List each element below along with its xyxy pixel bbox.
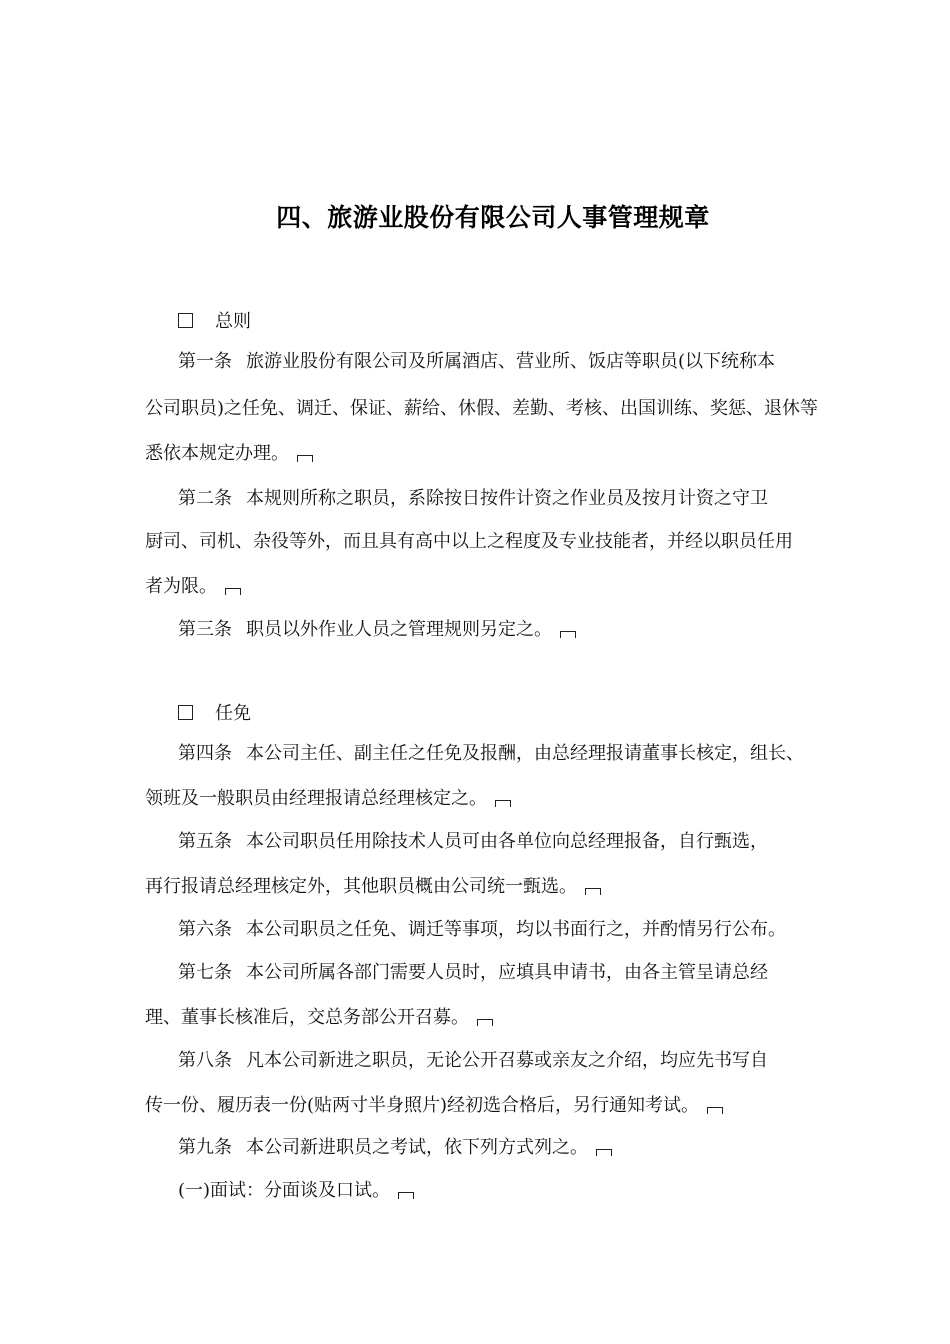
article-1-line-3 [145, 441, 313, 467]
paragraph-mark-icon [225, 588, 241, 595]
article-5-line-2 [145, 874, 601, 900]
article-text: 理、董事长核准后，交总务部公开召募。 [145, 1007, 469, 1028]
article-1-line-2: 公司职员)之任免、调迁、保证、薪给、休假、差勤、考核、出国训练、奖惩、退休等 [145, 398, 819, 419]
section-heading-appointment [178, 701, 251, 727]
article-text: 本公司职员任用除技术人员可由各单位向总经理报备，自行甄选， [246, 831, 768, 852]
section-heading-general [178, 309, 251, 335]
paragraph-mark-icon [398, 1192, 414, 1199]
article-9-line-1 [178, 1135, 612, 1161]
article-text: 悉依本规定办理。 [145, 443, 289, 464]
list-item-text: (一)面试：分面谈及口试。 [178, 1180, 391, 1201]
article-number: 第三条 [178, 619, 232, 640]
article-text: 本公司所属各部门需要人员时，应填具申请书，由各主管呈请总经 [246, 962, 768, 983]
list-item-1 [178, 1178, 414, 1204]
article-7-line-1 [178, 960, 768, 986]
article-number: 第六条 [178, 919, 232, 940]
article-number: 第四条 [178, 743, 232, 764]
paragraph-mark-icon [596, 1149, 612, 1156]
paragraph-mark-icon [477, 1019, 493, 1026]
article-text: 本公司新进职员之考试，依下列方式列之。 [246, 1137, 588, 1158]
article-text: 旅游业股份有限公司及所属酒店、营业所、饭店等职员(以下统称本 [246, 351, 776, 372]
article-text: 领班及一般职员由经理报请总经理核定之。 [145, 788, 487, 809]
article-number: 第七条 [178, 962, 232, 983]
paragraph-mark-icon [585, 888, 601, 895]
paragraph-mark-icon [560, 631, 576, 638]
article-7-line-2 [145, 1005, 493, 1031]
article-text: 职员以外作业人员之管理规则另定之。 [246, 619, 552, 640]
article-8-line-2 [145, 1093, 723, 1119]
article-text: 再行报请总经理核定外，其他职员概由公司统一甄选。 [145, 876, 577, 897]
article-4-line-1 [178, 741, 804, 767]
article-text: 者为限。 [145, 576, 217, 597]
article-text: 本规则所称之职员，系除按日按件计资之作业员及按月计资之守卫 [246, 488, 768, 509]
article-3-line-1 [178, 617, 576, 643]
article-number: 第一条 [178, 351, 232, 372]
article-8-line-1 [178, 1048, 768, 1074]
article-number: 第八条 [178, 1050, 232, 1071]
section-heading-text: 任免 [215, 703, 251, 724]
article-text: 本公司主任、副主任之任免及报酬，由总经理报请董事长核定，组长、 [246, 743, 804, 764]
article-2-line-3 [145, 574, 241, 600]
article-number: 第九条 [178, 1137, 232, 1158]
article-text: 本公司职员之任免、调迁等事项，均以书面行之，并酌情另行公布。 [246, 919, 786, 940]
article-5-line-1 [178, 829, 768, 855]
document-title: 四、旅游业股份有限公司人事管理规章 [276, 203, 710, 232]
article-2-line-2: 厨司、司机、杂役等外，而且具有高中以上之程度及专业技能者，并经以职员任用 [145, 531, 793, 552]
article-text: 传一份、履历表一份(贴两寸半身照片)经初选合格后，另行通知考试。 [145, 1095, 700, 1116]
article-2-line-1 [178, 486, 768, 512]
article-6-line-1 [178, 917, 786, 943]
paragraph-mark-icon [495, 800, 511, 807]
checkbox-square-icon [178, 705, 193, 720]
paragraph-mark-icon [707, 1107, 723, 1114]
article-4-line-2 [145, 786, 511, 812]
article-text: 凡本公司新进之职员，无论公开召募或亲友之介绍，均应先书写自 [246, 1050, 768, 1071]
section-heading-text: 总则 [215, 311, 251, 332]
article-1-line-1 [178, 349, 775, 375]
checkbox-square-icon [178, 313, 193, 328]
article-number: 第五条 [178, 831, 232, 852]
paragraph-mark-icon [297, 455, 313, 462]
article-number: 第二条 [178, 488, 232, 509]
